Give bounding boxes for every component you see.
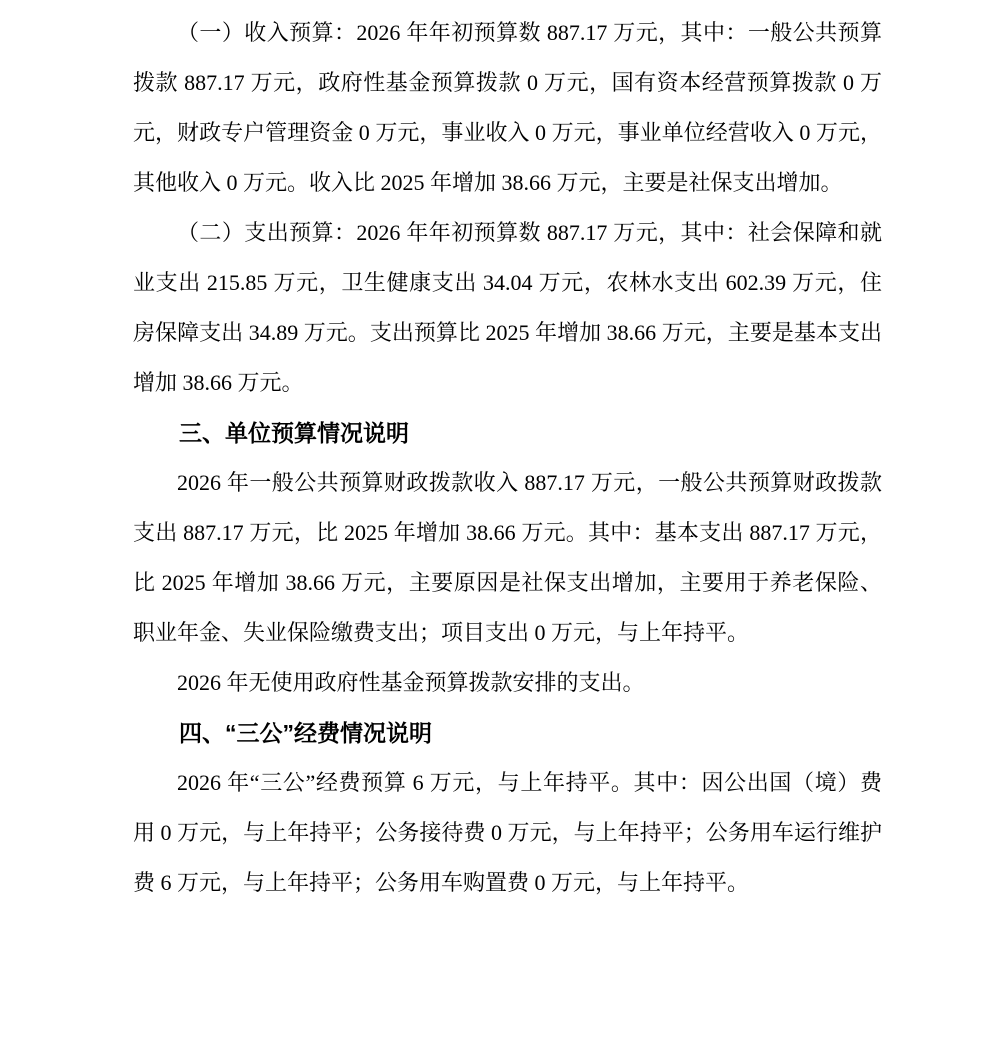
paragraph-three-public-expenses-detail: 2026 年“三公”经费预算 6 万元，与上年持平。其中：因公出国（境）费用 0 万元，与上年持平；公务接待费 0 万元，与上年持平；公务用车运行维护费 6 万元，与上年持平；公务用车购置费 0 万元，与上年持平。 <box>133 770 882 895</box>
paragraph-general-public-budget-detail: 2026 年一般公共预算财政拨款收入 887.17 万元，一般公共预算财政拨款支出 887.17 万元，比 2025 年增加 38.66 万元。其中：基本支出 887.17 万元，比 2025 年增加 38.66 万元，主要原因是社保支出增加，主要用于养老保险、职业年金、失业保险缴费支出；项目支出 0 万元，与上年持平。 <box>133 470 882 645</box>
heading-three-public-expenses: 四、“三公”经费情况说明 <box>179 720 432 746</box>
paragraph-government-fund-statement: 2026 年无使用政府性基金预算拨款安排的支出。 <box>177 670 645 695</box>
paragraph-expenditure-budget: （二）支出预算：2026 年年初预算数 887.17 万元，其中：社会保障和就业支出 215.85 万元，卫生健康支出 34.04 万元，农林水支出 602.39 万元，住房保障支出 34.89 万元。支出预算比 2025 年增加 38.66 万元，主要是基本支出增加 38.66 万元。 <box>133 220 882 395</box>
paragraph-income-budget: （一）收入预算：2026 年年初预算数 887.17 万元，其中：一般公共预算拨款 887.17 万元，政府性基金预算拨款 0 万元，国有资本经营预算拨款 0 万元，财政专户管理资金 0 万元，事业收入 0 万元，事业单位经营收入 0 万元，其他收入 0 万元。收入比 2025 年增加 38.66 万元，主要是社保支出增加。 <box>133 20 882 195</box>
heading-unit-budget-explanation: 三、单位预算情况说明 <box>179 420 409 446</box>
document-body <box>133 8 882 908</box>
